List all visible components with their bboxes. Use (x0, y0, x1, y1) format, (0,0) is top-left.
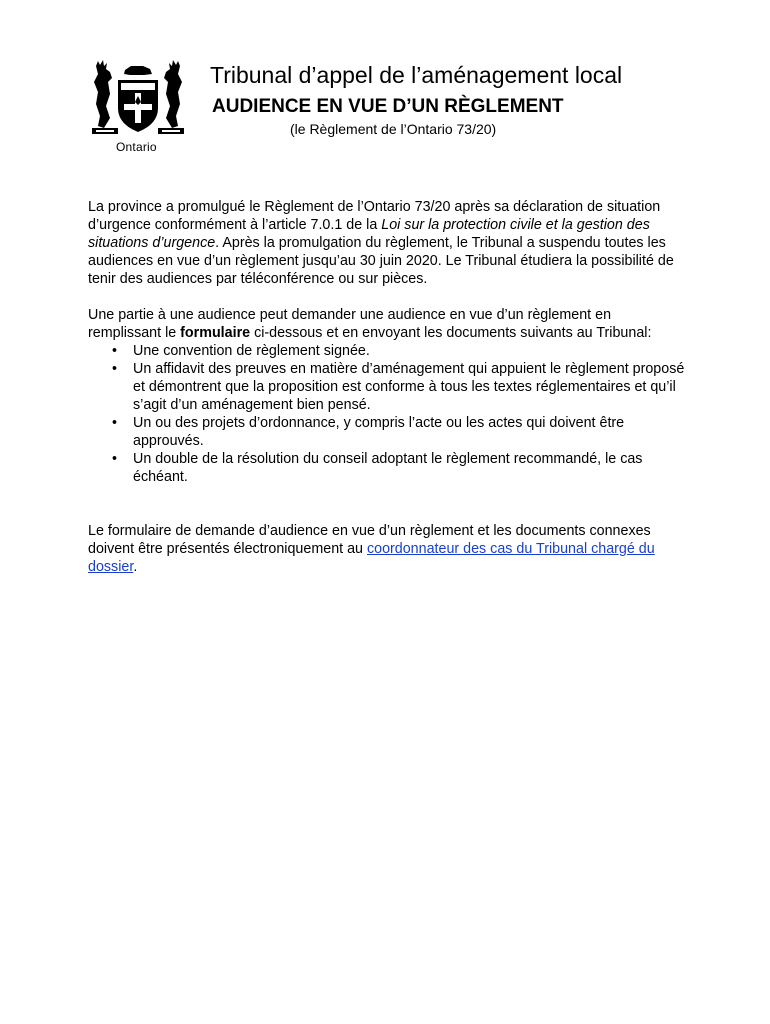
document-title: AUDIENCE EN VUE D’UN RÈGLEMENT (212, 96, 564, 117)
list-item (88, 414, 688, 450)
ontario-wordmark: Ontario (116, 140, 157, 154)
ontario-coat-of-arms-logo (88, 60, 188, 160)
bullet-icon: • (112, 343, 118, 359)
list-item-text: Un affidavit des preuves en matière d’aménagement qui appuient le règlement proposé et démontrent que la proposition est conforme à tous les textes réglementaires et qu’il s’agit d’un aménagement bien pensé. (133, 361, 685, 413)
act-title-italic: Loi sur la protection civile et la gestion des situations d’urgence (88, 217, 650, 251)
list-item-text: Une convention de règlement signée. (133, 343, 370, 359)
coat-of-arms-icon (88, 60, 188, 142)
paragraph-text: ci-dessous et en envoyant les documents suivants au Tribunal: (250, 325, 652, 341)
bullet-icon: • (112, 415, 118, 431)
paragraph-text: . Après la promulgation du règlement, le Tribunal a suspendu toutes les audiences en vue d’un règlement jusqu’au 30 juin 2020. Le Tribunal étudiera la possibilité de tenir des audiences par téléconférence ou sur pièces. (88, 235, 674, 287)
list-item-text: Un double de la résolution du conseil adoptant le règlement recommandé, le cas échéant. (133, 451, 643, 485)
bullet-icon: • (112, 451, 118, 467)
paragraph-submission-instructions (88, 522, 688, 576)
list-item-text: Un ou des projets d’ordonnance, y compris l’acte ou les actes qui doivent être approuvés. (133, 415, 625, 449)
case-coordinator-link[interactable]: coordonnateur des cas du Tribunal chargé du dossier (88, 541, 655, 575)
paragraph-text: Le formulaire de demande d’audience en vue d’un règlement et les documents connexes doivent être présentés électroniquement au (88, 523, 651, 557)
required-documents-list (88, 342, 688, 486)
paragraph-text: La province a promulgué le Règlement de l’Ontario 73/20 après sa déclaration de situation d’urgence conformément à l’article 7.0.1 de la (88, 199, 661, 233)
bullet-icon: • (112, 361, 118, 377)
paragraph-text: . (133, 559, 138, 575)
list-item (88, 450, 688, 486)
document-subtitle: (le Règlement de l’Ontario 73/20) (290, 121, 497, 137)
organization-title: Tribunal d’appel de l’aménagement local (210, 62, 623, 88)
paragraph-regulation-context (88, 198, 688, 288)
form-keyword-bold: formulaire (180, 325, 251, 341)
list-item (88, 360, 688, 414)
paragraph-request-instructions (88, 306, 688, 486)
paragraph-text: Une partie à une audience peut demander une audience en vue d’un règlement en remplissant le (88, 307, 612, 341)
list-item (88, 342, 688, 360)
